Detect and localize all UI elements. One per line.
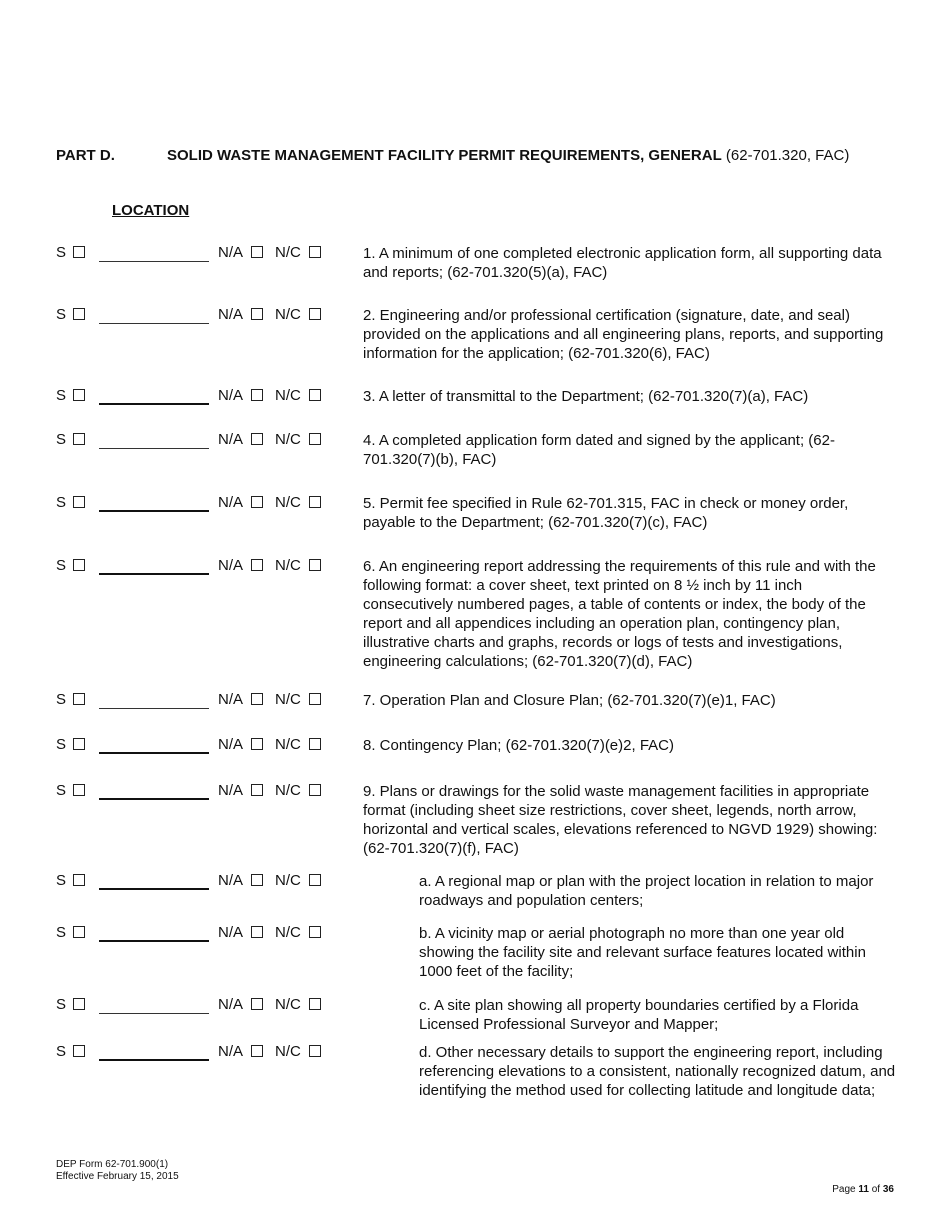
s-checkbox[interactable] — [73, 496, 85, 508]
na-checkbox[interactable] — [251, 308, 263, 320]
nc-checkbox[interactable] — [309, 433, 321, 445]
nc-checkbox[interactable] — [309, 926, 321, 938]
nc-checkbox[interactable] — [309, 998, 321, 1010]
status-controls — [56, 306, 346, 328]
na-checkbox[interactable] — [251, 496, 263, 508]
item-text: 1. A minimum of one completed electronic application form, all supporting data and reports; (62-701.320(5)(a), FAC) — [363, 245, 882, 281]
page-current: 11 — [858, 1184, 869, 1195]
nc-checkbox[interactable] — [309, 738, 321, 750]
na-checkbox[interactable] — [251, 559, 263, 571]
s-blank-line[interactable] — [99, 573, 209, 575]
item-text: 5. Permit fee specified in Rule 62-701.315, FAC in check or money order, payable to the Department; (62-701.320(7)(c), FAC) — [363, 495, 849, 531]
item-text: b. A vicinity map or aerial photograph no more than one year old showing the facility site and relevant surface features located within 1000 feet of the facility; — [419, 925, 866, 980]
s-blank-line[interactable] — [99, 510, 209, 512]
na-checkbox[interactable] — [251, 693, 263, 705]
s-checkbox[interactable] — [73, 693, 85, 705]
status-controls — [56, 782, 346, 804]
s-checkbox[interactable] — [73, 246, 85, 258]
nc-label: N/C — [275, 494, 301, 511]
s-blank-line[interactable] — [99, 888, 209, 890]
nc-label: N/C — [275, 557, 301, 574]
na-label: N/A — [218, 691, 244, 708]
s-blank-line[interactable] — [99, 261, 209, 262]
s-label: S — [56, 736, 67, 753]
s-checkbox[interactable] — [73, 559, 85, 571]
status-controls — [56, 494, 346, 516]
part-title: SOLID WASTE MANAGEMENT FACILITY PERMIT REQUIREMENTS, GENERAL — [167, 147, 722, 164]
form-id: DEP Form 62-701.900(1) — [56, 1159, 169, 1170]
s-label: S — [56, 691, 67, 708]
nc-label: N/C — [275, 782, 301, 799]
s-checkbox[interactable] — [73, 433, 85, 445]
nc-checkbox[interactable] — [309, 246, 321, 258]
status-controls — [56, 872, 346, 894]
s-label: S — [56, 1043, 67, 1060]
nc-label: N/C — [275, 306, 301, 323]
status-controls — [56, 244, 346, 266]
s-label: S — [56, 996, 67, 1013]
s-label: S — [56, 557, 67, 574]
item-text: a. A regional map or plan with the project location in relation to major roadways and population centers; — [419, 873, 874, 909]
nc-checkbox[interactable] — [309, 1045, 321, 1057]
item-text: d. Other necessary details to support the engineering report, including referencing elevations to a consistent, nationally recognized datum, and identifying the method used for collecting latitude and longitude data; — [419, 1044, 896, 1099]
item-text: 3. A letter of transmittal to the Department; (62-701.320(7)(a), FAC) — [363, 388, 809, 405]
s-checkbox[interactable] — [73, 1045, 85, 1057]
nc-checkbox[interactable] — [309, 308, 321, 320]
part-header — [56, 147, 936, 164]
na-label: N/A — [218, 431, 244, 448]
na-label: N/A — [218, 494, 244, 511]
nc-label: N/C — [275, 244, 301, 261]
status-controls — [56, 736, 346, 758]
s-blank-line[interactable] — [99, 1013, 209, 1014]
part-label: PART D. — [56, 147, 115, 164]
item-text: 2. Engineering and/or professional certification (signature, date, and seal) provided on the applications and all engineering plans, reports, and supporting information for the application; (62-701.320(6), FAC) — [363, 307, 884, 362]
na-checkbox[interactable] — [251, 246, 263, 258]
part-citation: (62-701.320, FAC) — [725, 147, 850, 164]
na-label: N/A — [218, 736, 244, 753]
s-checkbox[interactable] — [73, 874, 85, 886]
na-checkbox[interactable] — [251, 738, 263, 750]
na-checkbox[interactable] — [251, 1045, 263, 1057]
status-controls — [56, 691, 346, 713]
s-label: S — [56, 244, 67, 261]
na-label: N/A — [218, 782, 244, 799]
s-blank-line[interactable] — [99, 403, 209, 405]
form-effective-date: Effective February 15, 2015 — [56, 1171, 179, 1182]
nc-label: N/C — [275, 996, 301, 1013]
na-label: N/A — [218, 924, 244, 941]
nc-label: N/C — [275, 387, 301, 404]
na-checkbox[interactable] — [251, 433, 263, 445]
na-checkbox[interactable] — [251, 926, 263, 938]
nc-checkbox[interactable] — [309, 496, 321, 508]
status-controls — [56, 924, 346, 946]
s-blank-line[interactable] — [99, 448, 209, 449]
item-text: c. A site plan showing all property boundaries certified by a Florida Licensed Professional Surveyor and Mapper; — [419, 997, 859, 1033]
s-blank-line[interactable] — [99, 798, 209, 800]
s-checkbox[interactable] — [73, 998, 85, 1010]
na-label: N/A — [218, 387, 244, 404]
na-label: N/A — [218, 306, 244, 323]
nc-checkbox[interactable] — [309, 389, 321, 401]
item-text: 4. A completed application form dated and signed by the applicant; (62-701.320(7)(b), FAC) — [363, 432, 835, 468]
form-footer — [56, 1159, 179, 1183]
nc-label: N/C — [275, 691, 301, 708]
nc-label: N/C — [275, 924, 301, 941]
s-checkbox[interactable] — [73, 308, 85, 320]
na-checkbox[interactable] — [251, 998, 263, 1010]
nc-label: N/C — [275, 431, 301, 448]
na-checkbox[interactable] — [251, 784, 263, 796]
status-controls — [56, 996, 346, 1018]
na-label: N/A — [218, 244, 244, 261]
nc-checkbox[interactable] — [309, 693, 321, 705]
nc-label: N/C — [275, 1043, 301, 1060]
item-text: 8. Contingency Plan; (62-701.320(7)(e)2, FAC) — [363, 737, 674, 754]
nc-checkbox[interactable] — [309, 559, 321, 571]
s-label: S — [56, 872, 67, 889]
s-checkbox[interactable] — [73, 389, 85, 401]
item-text: 6. An engineering report addressing the requirements of this rule and with the following format: a cover sheet, text printed on 8 ½ inch by 11 inch consecutively numbered pages, a table of contents or index, the body of the report and all appendices including an operation plan, contingency plan, illustrative charts and graphs, records or logs of tests and investigations, engineering calculations; (62-701.320(7)(d), FAC) — [363, 558, 876, 670]
na-label: N/A — [218, 1043, 244, 1060]
page-of: of — [871, 1184, 881, 1195]
s-label: S — [56, 924, 67, 941]
status-controls — [56, 557, 346, 579]
na-label: N/A — [218, 872, 244, 889]
status-controls — [56, 387, 346, 409]
section-label: LOCATION — [112, 202, 190, 219]
s-checkbox[interactable] — [73, 784, 85, 796]
s-blank-line[interactable] — [99, 752, 209, 754]
status-controls — [56, 1043, 346, 1065]
item-text: 7. Operation Plan and Closure Plan; (62-701.320(7)(e)1, FAC) — [363, 692, 776, 709]
s-blank-line[interactable] — [99, 708, 209, 709]
item-text: 9. Plans or drawings for the solid waste management facilities in appropriate format (including sheet size restrictions, cover sheet, legends, north arrow, horizontal and vertical scales, elevations referenced to NGVD 1929) showing: (62-701.320(7)(f), FAC) — [363, 783, 878, 857]
s-label: S — [56, 494, 67, 511]
s-label: S — [56, 782, 67, 799]
na-checkbox[interactable] — [251, 874, 263, 886]
na-label: N/A — [218, 557, 244, 574]
page-total: 36 — [882, 1184, 894, 1195]
s-blank-line[interactable] — [99, 1059, 209, 1061]
nc-checkbox[interactable] — [309, 874, 321, 886]
s-blank-line[interactable] — [99, 323, 209, 324]
s-checkbox[interactable] — [73, 738, 85, 750]
s-checkbox[interactable] — [73, 926, 85, 938]
s-label: S — [56, 306, 67, 323]
na-label: N/A — [218, 996, 244, 1013]
nc-checkbox[interactable] — [309, 784, 321, 796]
s-label: S — [56, 431, 67, 448]
nc-label: N/C — [275, 872, 301, 889]
na-checkbox[interactable] — [251, 389, 263, 401]
page-prefix: Page — [832, 1184, 856, 1195]
status-controls — [56, 431, 346, 453]
s-blank-line[interactable] — [99, 940, 209, 942]
page-number — [832, 1184, 894, 1195]
nc-label: N/C — [275, 736, 301, 753]
s-label: S — [56, 387, 67, 404]
